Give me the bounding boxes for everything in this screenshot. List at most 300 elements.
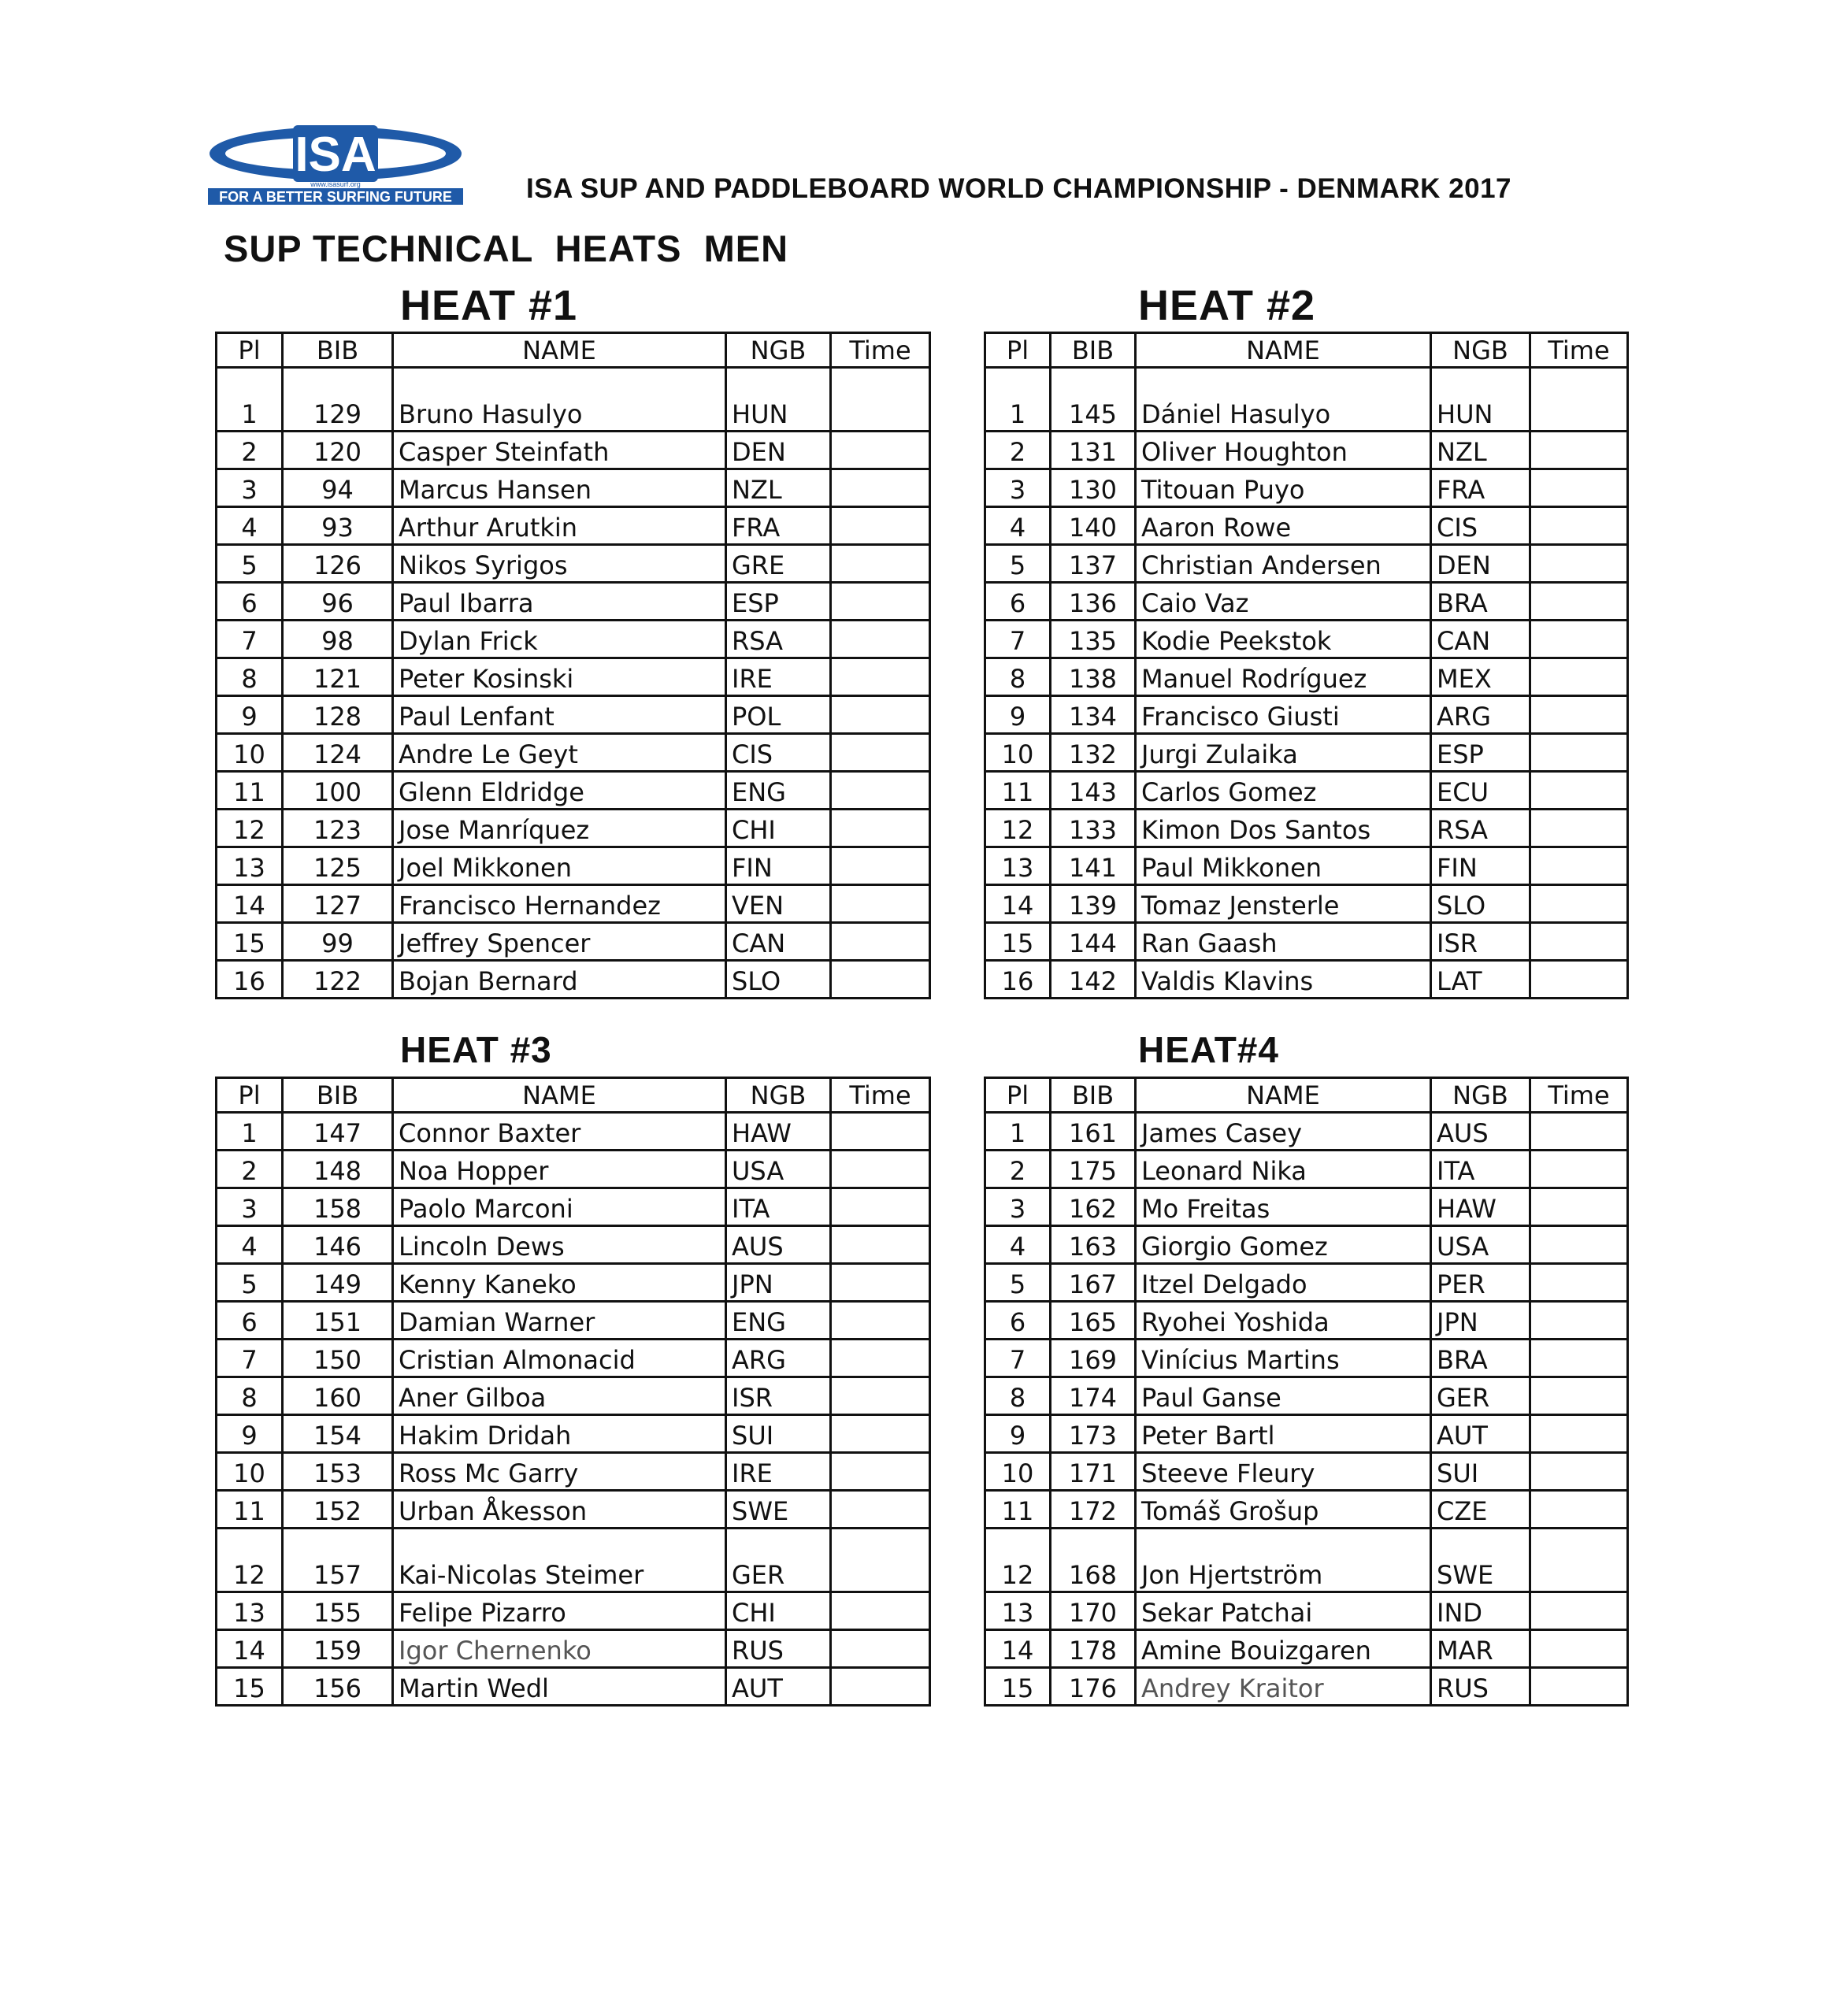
column-header-name: NAME bbox=[1136, 333, 1431, 368]
cell-name: Damian Warner bbox=[393, 1302, 726, 1340]
cell-bib: 150 bbox=[283, 1340, 393, 1377]
cell-time bbox=[831, 1592, 930, 1630]
cell-pl: 1 bbox=[985, 1113, 1051, 1151]
cell-ngb: FRA bbox=[1431, 469, 1530, 507]
cell-bib: 153 bbox=[283, 1453, 393, 1491]
cell-bib: 176 bbox=[1051, 1668, 1136, 1706]
cell-name: Leonard Nika bbox=[1136, 1151, 1431, 1188]
cell-name: Paolo Marconi bbox=[393, 1188, 726, 1226]
table-row bbox=[985, 1151, 1628, 1188]
cell-ngb: POL bbox=[726, 696, 831, 734]
table-row bbox=[985, 432, 1628, 469]
cell-pl: 7 bbox=[217, 1340, 283, 1377]
cell-pl: 13 bbox=[217, 1592, 283, 1630]
table-row bbox=[217, 1491, 930, 1529]
cell-time bbox=[831, 1377, 930, 1415]
cell-pl: 1 bbox=[217, 368, 283, 432]
cell-ngb: BRA bbox=[1431, 1340, 1530, 1377]
cell-name: Ryohei Yoshida bbox=[1136, 1302, 1431, 1340]
heat-4-table bbox=[984, 1077, 1629, 1707]
cell-name: Aaron Rowe bbox=[1136, 507, 1431, 545]
table-row bbox=[985, 469, 1628, 507]
cell-pl: 8 bbox=[985, 1377, 1051, 1415]
cell-pl: 11 bbox=[217, 1491, 283, 1529]
cell-pl: 16 bbox=[985, 961, 1051, 999]
cell-pl: 5 bbox=[217, 1264, 283, 1302]
cell-name: Francisco Giusti bbox=[1136, 696, 1431, 734]
cell-time bbox=[831, 885, 930, 923]
cell-time bbox=[1530, 1630, 1628, 1668]
cell-time bbox=[831, 368, 930, 432]
column-header-time: Time bbox=[1530, 333, 1628, 368]
column-header-bib: BIB bbox=[283, 1078, 393, 1113]
cell-name: Andre Le Geyt bbox=[393, 734, 726, 772]
cell-bib: 165 bbox=[1051, 1302, 1136, 1340]
table-row bbox=[217, 583, 930, 621]
cell-name: Steeve Fleury bbox=[1136, 1453, 1431, 1491]
cell-bib: 160 bbox=[283, 1377, 393, 1415]
cell-pl: 12 bbox=[985, 810, 1051, 847]
cell-ngb: ITA bbox=[726, 1188, 831, 1226]
heat-1-table bbox=[215, 332, 931, 999]
cell-ngb: MEX bbox=[1431, 658, 1530, 696]
cell-name: Hakim Dridah bbox=[393, 1415, 726, 1453]
cell-bib: 146 bbox=[283, 1226, 393, 1264]
cell-pl: 6 bbox=[217, 583, 283, 621]
cell-time bbox=[1530, 847, 1628, 885]
cell-bib: 142 bbox=[1051, 961, 1136, 999]
cell-time bbox=[1530, 368, 1628, 432]
cell-pl: 4 bbox=[985, 1226, 1051, 1264]
cell-bib: 158 bbox=[283, 1188, 393, 1226]
cell-name: Andrey Kraitor bbox=[1136, 1668, 1431, 1706]
cell-bib: 143 bbox=[1051, 772, 1136, 810]
cell-pl: 8 bbox=[217, 658, 283, 696]
cell-bib: 128 bbox=[283, 696, 393, 734]
cell-pl: 10 bbox=[217, 734, 283, 772]
cell-name: Paul Mikkonen bbox=[1136, 847, 1431, 885]
cell-ngb: ITA bbox=[1431, 1151, 1530, 1188]
cell-pl: 14 bbox=[985, 885, 1051, 923]
cell-ngb: SWE bbox=[726, 1491, 831, 1529]
cell-time bbox=[831, 1340, 930, 1377]
cell-pl: 2 bbox=[985, 1151, 1051, 1188]
cell-time bbox=[831, 1668, 930, 1706]
cell-time bbox=[1530, 545, 1628, 583]
cell-time bbox=[1530, 1529, 1628, 1592]
table-row bbox=[217, 368, 930, 432]
header-row bbox=[985, 333, 1628, 368]
cell-name: Arthur Arutkin bbox=[393, 507, 726, 545]
header-row bbox=[985, 1078, 1628, 1113]
cell-bib: 100 bbox=[283, 772, 393, 810]
cell-bib: 149 bbox=[283, 1264, 393, 1302]
table-row bbox=[985, 1592, 1628, 1630]
cell-ngb: CZE bbox=[1431, 1491, 1530, 1529]
table-row bbox=[217, 1377, 930, 1415]
cell-ngb: ENG bbox=[726, 772, 831, 810]
cell-pl: 15 bbox=[217, 1668, 283, 1706]
logo-tagline: FOR A BETTER SURFING FUTURE bbox=[219, 189, 452, 205]
cell-pl: 9 bbox=[217, 1415, 283, 1453]
table-row bbox=[985, 621, 1628, 658]
cell-time bbox=[1530, 1377, 1628, 1415]
cell-name: Kenny Kaneko bbox=[393, 1264, 726, 1302]
heat-3-title: HEAT #3 bbox=[400, 1029, 552, 1070]
cell-pl: 4 bbox=[217, 1226, 283, 1264]
table-row bbox=[217, 1264, 930, 1302]
cell-name: Dylan Frick bbox=[393, 621, 726, 658]
column-header-pl: Pl bbox=[217, 333, 283, 368]
cell-name: Paul Lenfant bbox=[393, 696, 726, 734]
cell-bib: 96 bbox=[283, 583, 393, 621]
cell-name: Francisco Hernandez bbox=[393, 885, 726, 923]
table-row bbox=[985, 734, 1628, 772]
cell-name: Nikos Syrigos bbox=[393, 545, 726, 583]
table-row bbox=[217, 734, 930, 772]
cell-time bbox=[1530, 1491, 1628, 1529]
cell-name: Joel Mikkonen bbox=[393, 847, 726, 885]
column-header-pl: Pl bbox=[985, 1078, 1051, 1113]
cell-name: Lincoln Dews bbox=[393, 1226, 726, 1264]
cell-bib: 159 bbox=[283, 1630, 393, 1668]
cell-bib: 145 bbox=[1051, 368, 1136, 432]
cell-time bbox=[831, 772, 930, 810]
cell-pl: 3 bbox=[985, 1188, 1051, 1226]
cell-bib: 154 bbox=[283, 1415, 393, 1453]
cell-time bbox=[831, 583, 930, 621]
table-row bbox=[217, 1592, 930, 1630]
cell-time bbox=[1530, 658, 1628, 696]
cell-pl: 5 bbox=[985, 545, 1051, 583]
cell-time bbox=[1530, 810, 1628, 847]
table-row bbox=[985, 1668, 1628, 1706]
cell-time bbox=[1530, 772, 1628, 810]
cell-name: Cristian Almonacid bbox=[393, 1340, 726, 1377]
table-row bbox=[985, 1340, 1628, 1377]
cell-name: Dániel Hasulyo bbox=[1136, 368, 1431, 432]
cell-time bbox=[1530, 621, 1628, 658]
cell-ngb: AUT bbox=[1431, 1415, 1530, 1453]
cell-pl: 5 bbox=[217, 545, 283, 583]
heat-2-table bbox=[984, 332, 1629, 999]
cell-pl: 15 bbox=[217, 923, 283, 961]
cell-time bbox=[1530, 1151, 1628, 1188]
cell-ngb: VEN bbox=[726, 885, 831, 923]
cell-time bbox=[831, 734, 930, 772]
column-header-bib: BIB bbox=[1051, 333, 1136, 368]
cell-ngb: SLO bbox=[1431, 885, 1530, 923]
cell-time bbox=[1530, 1113, 1628, 1151]
cell-ngb: FRA bbox=[726, 507, 831, 545]
cell-pl: 11 bbox=[985, 1491, 1051, 1529]
cell-bib: 152 bbox=[283, 1491, 393, 1529]
cell-bib: 144 bbox=[1051, 923, 1136, 961]
cell-pl: 1 bbox=[985, 368, 1051, 432]
cell-pl: 10 bbox=[985, 1453, 1051, 1491]
cell-pl: 3 bbox=[217, 469, 283, 507]
cell-time bbox=[1530, 507, 1628, 545]
cell-name: Jurgi Zulaika bbox=[1136, 734, 1431, 772]
cell-name: Titouan Puyo bbox=[1136, 469, 1431, 507]
cell-name: Jeffrey Spencer bbox=[393, 923, 726, 961]
table-row bbox=[217, 469, 930, 507]
cell-pl: 6 bbox=[985, 583, 1051, 621]
cell-time bbox=[831, 1453, 930, 1491]
cell-time bbox=[1530, 1453, 1628, 1491]
cell-time bbox=[831, 1151, 930, 1188]
column-header-time: Time bbox=[831, 333, 930, 368]
cell-pl: 11 bbox=[217, 772, 283, 810]
cell-ngb: PER bbox=[1431, 1264, 1530, 1302]
cell-name: Bruno Hasulyo bbox=[393, 368, 726, 432]
cell-time bbox=[831, 847, 930, 885]
column-header-name: NAME bbox=[1136, 1078, 1431, 1113]
cell-pl: 12 bbox=[217, 1529, 283, 1592]
heat-2-title: HEAT #2 bbox=[1138, 282, 1316, 329]
cell-ngb: USA bbox=[1431, 1226, 1530, 1264]
cell-ngb: GER bbox=[726, 1529, 831, 1592]
cell-bib: 127 bbox=[283, 885, 393, 923]
table-row bbox=[985, 545, 1628, 583]
cell-bib: 155 bbox=[283, 1592, 393, 1630]
cell-ngb: SUI bbox=[726, 1415, 831, 1453]
cell-name: Peter Bartl bbox=[1136, 1415, 1431, 1453]
cell-ngb: ESP bbox=[1431, 734, 1530, 772]
table-row bbox=[217, 1151, 930, 1188]
cell-time bbox=[831, 1226, 930, 1264]
cell-pl: 2 bbox=[217, 1151, 283, 1188]
table-row bbox=[217, 1529, 930, 1592]
cell-ngb: LAT bbox=[1431, 961, 1530, 999]
cell-ngb: JPN bbox=[726, 1264, 831, 1302]
table-row bbox=[217, 885, 930, 923]
cell-pl: 4 bbox=[217, 507, 283, 545]
cell-ngb: AUS bbox=[726, 1226, 831, 1264]
cell-bib: 94 bbox=[283, 469, 393, 507]
cell-pl: 5 bbox=[985, 1264, 1051, 1302]
column-header-ngb: NGB bbox=[726, 1078, 831, 1113]
column-header-bib: BIB bbox=[283, 333, 393, 368]
cell-ngb: RUS bbox=[726, 1630, 831, 1668]
cell-ngb: ENG bbox=[726, 1302, 831, 1340]
cell-time bbox=[831, 696, 930, 734]
cell-ngb: FIN bbox=[726, 847, 831, 885]
cell-pl: 13 bbox=[985, 847, 1051, 885]
table-row bbox=[217, 810, 930, 847]
column-header-name: NAME bbox=[393, 1078, 726, 1113]
table-row bbox=[985, 772, 1628, 810]
cell-ngb: HUN bbox=[1431, 368, 1530, 432]
cell-name: Connor Baxter bbox=[393, 1113, 726, 1151]
cell-name: Ran Gaash bbox=[1136, 923, 1431, 961]
table-row bbox=[217, 772, 930, 810]
cell-time bbox=[1530, 432, 1628, 469]
cell-time bbox=[1530, 885, 1628, 923]
cell-bib: 147 bbox=[283, 1113, 393, 1151]
cell-time bbox=[1530, 1264, 1628, 1302]
cell-ngb: RSA bbox=[726, 621, 831, 658]
cell-pl: 15 bbox=[985, 1668, 1051, 1706]
table-row bbox=[217, 1630, 930, 1668]
cell-bib: 122 bbox=[283, 961, 393, 999]
table-row bbox=[217, 1113, 930, 1151]
cell-name: Kodie Peekstok bbox=[1136, 621, 1431, 658]
table-row bbox=[985, 696, 1628, 734]
cell-bib: 123 bbox=[283, 810, 393, 847]
cell-time bbox=[831, 1415, 930, 1453]
cell-pl: 13 bbox=[985, 1592, 1051, 1630]
table-row bbox=[217, 1226, 930, 1264]
cell-time bbox=[1530, 1592, 1628, 1630]
cell-bib: 169 bbox=[1051, 1340, 1136, 1377]
cell-bib: 171 bbox=[1051, 1453, 1136, 1491]
table-row bbox=[217, 507, 930, 545]
cell-time bbox=[831, 1264, 930, 1302]
cell-bib: 174 bbox=[1051, 1377, 1136, 1415]
cell-name: Tomáš Grošup bbox=[1136, 1491, 1431, 1529]
table-row bbox=[985, 368, 1628, 432]
cell-name: Oliver Houghton bbox=[1136, 432, 1431, 469]
table-row bbox=[217, 432, 930, 469]
cell-name: Giorgio Gomez bbox=[1136, 1226, 1431, 1264]
cell-bib: 137 bbox=[1051, 545, 1136, 583]
cell-pl: 8 bbox=[985, 658, 1051, 696]
cell-ngb: ARG bbox=[726, 1340, 831, 1377]
cell-time bbox=[831, 1491, 930, 1529]
cell-bib: 125 bbox=[283, 847, 393, 885]
cell-name: Ross Mc Garry bbox=[393, 1453, 726, 1491]
cell-name: Noa Hopper bbox=[393, 1151, 726, 1188]
cell-bib: 172 bbox=[1051, 1491, 1136, 1529]
cell-ngb: IND bbox=[1431, 1592, 1530, 1630]
cell-time bbox=[1530, 961, 1628, 999]
column-header-ngb: NGB bbox=[1431, 1078, 1530, 1113]
cell-ngb: DEN bbox=[726, 432, 831, 469]
cell-ngb: ESP bbox=[726, 583, 831, 621]
cell-pl: 3 bbox=[985, 469, 1051, 507]
cell-name: Vinícius Martins bbox=[1136, 1340, 1431, 1377]
cell-bib: 178 bbox=[1051, 1630, 1136, 1668]
cell-bib: 141 bbox=[1051, 847, 1136, 885]
table-row bbox=[985, 847, 1628, 885]
cell-ngb: SUI bbox=[1431, 1453, 1530, 1491]
cell-ngb: FIN bbox=[1431, 847, 1530, 885]
cell-bib: 163 bbox=[1051, 1226, 1136, 1264]
cell-ngb: CIS bbox=[726, 734, 831, 772]
cell-time bbox=[831, 1113, 930, 1151]
cell-name: Amine Bouizgaren bbox=[1136, 1630, 1431, 1668]
cell-ngb: IRE bbox=[726, 658, 831, 696]
table-row bbox=[217, 1340, 930, 1377]
logo-url: www.isasurf.org bbox=[310, 180, 361, 188]
cell-pl: 1 bbox=[217, 1113, 283, 1151]
cell-bib: 121 bbox=[283, 658, 393, 696]
cell-bib: 126 bbox=[283, 545, 393, 583]
column-header-time: Time bbox=[1530, 1078, 1628, 1113]
cell-time bbox=[1530, 583, 1628, 621]
cell-name: Jon Hjertström bbox=[1136, 1529, 1431, 1592]
cell-name: Manuel Rodríguez bbox=[1136, 658, 1431, 696]
isa-logo-icon bbox=[206, 124, 465, 205]
table-row bbox=[217, 1415, 930, 1453]
cell-bib: 99 bbox=[283, 923, 393, 961]
cell-pl: 16 bbox=[217, 961, 283, 999]
cell-time bbox=[1530, 734, 1628, 772]
cell-name: Itzel Delgado bbox=[1136, 1264, 1431, 1302]
table-row bbox=[985, 1377, 1628, 1415]
column-header-bib: BIB bbox=[1051, 1078, 1136, 1113]
column-header-time: Time bbox=[831, 1078, 930, 1113]
cell-pl: 2 bbox=[217, 432, 283, 469]
cell-ngb: ISR bbox=[1431, 923, 1530, 961]
cell-ngb: JPN bbox=[1431, 1302, 1530, 1340]
cell-name: James Casey bbox=[1136, 1113, 1431, 1151]
cell-name: Carlos Gomez bbox=[1136, 772, 1431, 810]
table-row bbox=[985, 1264, 1628, 1302]
cell-name: Mo Freitas bbox=[1136, 1188, 1431, 1226]
cell-ngb: GER bbox=[1431, 1377, 1530, 1415]
cell-bib: 156 bbox=[283, 1668, 393, 1706]
table-row bbox=[985, 1529, 1628, 1592]
cell-name: Martin Wedl bbox=[393, 1668, 726, 1706]
cell-time bbox=[831, 1188, 930, 1226]
table-row bbox=[217, 923, 930, 961]
cell-ngb: CAN bbox=[726, 923, 831, 961]
cell-bib: 135 bbox=[1051, 621, 1136, 658]
cell-bib: 175 bbox=[1051, 1151, 1136, 1188]
cell-bib: 148 bbox=[283, 1151, 393, 1188]
page-title: SUP TECHNICAL HEATS MEN bbox=[224, 228, 789, 269]
table-row bbox=[985, 1113, 1628, 1151]
cell-bib: 173 bbox=[1051, 1415, 1136, 1453]
cell-time bbox=[1530, 1340, 1628, 1377]
cell-time bbox=[831, 432, 930, 469]
cell-ngb: CAN bbox=[1431, 621, 1530, 658]
cell-pl: 8 bbox=[217, 1377, 283, 1415]
column-header-name: NAME bbox=[393, 333, 726, 368]
table-row bbox=[985, 810, 1628, 847]
cell-ngb: NZL bbox=[1431, 432, 1530, 469]
cell-ngb: RUS bbox=[1431, 1668, 1530, 1706]
cell-bib: 140 bbox=[1051, 507, 1136, 545]
cell-bib: 93 bbox=[283, 507, 393, 545]
cell-bib: 167 bbox=[1051, 1264, 1136, 1302]
cell-ngb: GRE bbox=[726, 545, 831, 583]
table-row bbox=[217, 696, 930, 734]
heat-1-title: HEAT #1 bbox=[400, 282, 578, 329]
cell-pl: 11 bbox=[985, 772, 1051, 810]
cell-pl: 10 bbox=[217, 1453, 283, 1491]
table-row bbox=[217, 847, 930, 885]
cell-name: Marcus Hansen bbox=[393, 469, 726, 507]
cell-bib: 168 bbox=[1051, 1529, 1136, 1592]
column-header-pl: Pl bbox=[217, 1078, 283, 1113]
table-row bbox=[985, 658, 1628, 696]
logo-text: ISA bbox=[295, 128, 376, 182]
cell-pl: 7 bbox=[217, 621, 283, 658]
table-row bbox=[217, 658, 930, 696]
cell-pl: 13 bbox=[217, 847, 283, 885]
cell-pl: 14 bbox=[217, 1630, 283, 1668]
cell-ngb: DEN bbox=[1431, 545, 1530, 583]
column-header-ngb: NGB bbox=[1431, 333, 1530, 368]
cell-pl: 4 bbox=[985, 507, 1051, 545]
cell-ngb: ARG bbox=[1431, 696, 1530, 734]
cell-bib: 129 bbox=[283, 368, 393, 432]
cell-pl: 6 bbox=[985, 1302, 1051, 1340]
cell-time bbox=[1530, 1302, 1628, 1340]
